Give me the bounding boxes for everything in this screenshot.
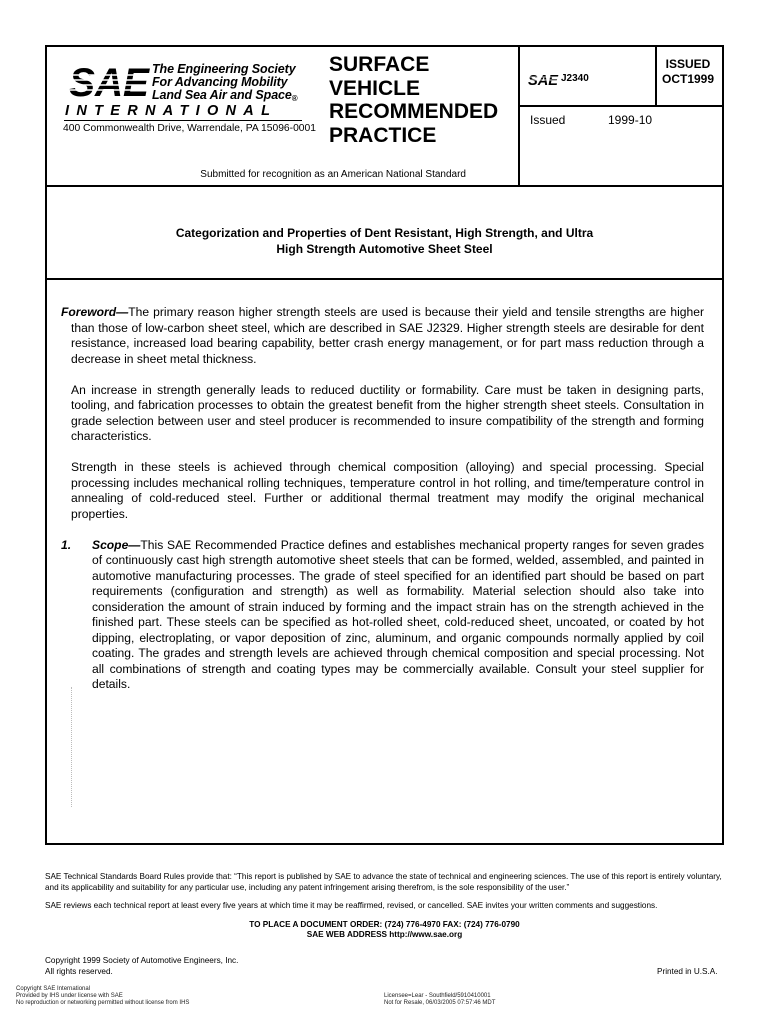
- scope-text: This SAE Recommended Practice defines and establishes mechanical property ranges for seven grades of continuously cast high strength automotive sheet steels that can be formed, welded, assembled, and painted in automotive manufacturing processes. The grade of steel specified for an identified part should be based on part requirements (configuration and strength) as well as formability. Material selection should also take into consideration the amount of strain induced by forming and the impact strain has on the strength achieved in the finished part. These steels can be specified as hot-rolled sheet, cold-reduced sheet, uncoated, or coated by hot dipping, electroplating, or vapor deposition of zinc, aluminum, and organic compounds normally applied by coil coating. The grades and strength levels are achieved through chemical composition and special processing. Not all combinations of strength and coating types may be commercially available. Consult your steel supplier for details.: [92, 537, 704, 691]
- svg-text:SAE: SAE: [528, 72, 559, 87]
- svg-text:SAE: SAE: [69, 63, 151, 103]
- printed-location: Printed in U.S.A.: [657, 967, 718, 976]
- order-info: TO PLACE A DOCUMENT ORDER: (724) 776-4970 FAX: (724) 776-0790 SAE WEB ADDRESS http://www.sae.org: [249, 919, 520, 939]
- divider: [518, 47, 520, 185]
- society-tagline: The Engineering Society For Advancing Mobility Land Sea Air and Space®: [152, 62, 298, 103]
- body-paragraph: Strength in these steels is achieved through chemical composition (alloying) and special processing. Special processing includes mechanical rolling techniques, temperature control in hot rolling, and time/temperature control in annealing of cold-reduced steel. Further or additional thermal treatment may modify the original mechanical properties.: [71, 460, 704, 521]
- footer: [45, 872, 724, 949]
- body-paragraph: An increase in strength generally leads to reduced ductility or formability. Care must be taken in designing parts, tooling, and fabrication processes to obtain the greatest benefit from the higher strength sheet steels. Consultation in grade selection between user and steel producer is recommended to insure compatibility of the strength and forming characteristics.: [71, 382, 704, 443]
- ansi-submission-note: Submitted for recognition as an American National Standard: [200, 169, 466, 180]
- issue-status: ISSUED OCT1999: [661, 57, 715, 86]
- document-body: [61, 305, 704, 708]
- issued-label: Issued: [530, 113, 566, 127]
- society-address: 400 Commonwealth Drive, Warrendale, PA 15096-0001: [63, 123, 316, 134]
- copyright: Copyright 1999 Society of Automotive Engineers, Inc. All rights reserved.: [45, 956, 239, 976]
- issued-date: 1999-10: [608, 113, 653, 127]
- document-frame: [45, 45, 724, 845]
- international-wordmark: INTERNATIONAL: [65, 103, 278, 119]
- document-type: SURFACE VEHICLE RECOMMENDED PRACTICE: [329, 53, 499, 147]
- header-band: [47, 47, 722, 187]
- license-notice-right: Licensee=Lear - Southfield/5910410001 Not for Resale, 06/03/2005 07:57:46 MDT: [384, 993, 496, 1006]
- change-bar-marks: [71, 687, 75, 807]
- board-rules: SAE Technical Standards Board Rules provide that: “This report is published by SAE to advance the state of technical and engineering sciences. The use of this report is entirely voluntary, and its applicability and suitability for any particular use, including any patent infringement arising therefrom, is the sole responsibility of the user.”: [45, 872, 722, 892]
- document-title: Categorization and Properties of Dent Resistant, High Strength, and Ultra High Strength Automotive Sheet Steel: [175, 226, 594, 256]
- sae-small-logo-icon: [528, 71, 560, 87]
- divider: [518, 105, 722, 107]
- foreword-paragraph: Foreword—The primary reason higher strength steels are used is because their yield and tensile strengths are higher than those of low-carbon sheet steel, which are described in SAE J2329. Higher strength steels are desirable for dent resistance, increased load bearing capability, better crash energy management, or for part mass reduction through a decrease in sheet metal thickness.: [61, 305, 704, 366]
- license-notice-left: Copyright SAE International Provided by IHS under license with SAE No reproduction or networking permitted without license from IHS: [16, 986, 190, 1006]
- review-policy: SAE reviews each technical report at least every five years at which time it may be reaffirmed, revised, or cancelled. SAE invites your written comments and suggestions.: [45, 901, 658, 910]
- wordmark-rule: [64, 120, 302, 121]
- section-number: 1.: [61, 537, 72, 552]
- document-number: J2340: [561, 73, 589, 84]
- sae-logo-icon: [69, 63, 151, 103]
- scope-section: [61, 538, 704, 693]
- section-heading: Scope—: [92, 537, 141, 552]
- title-band: [47, 187, 722, 280]
